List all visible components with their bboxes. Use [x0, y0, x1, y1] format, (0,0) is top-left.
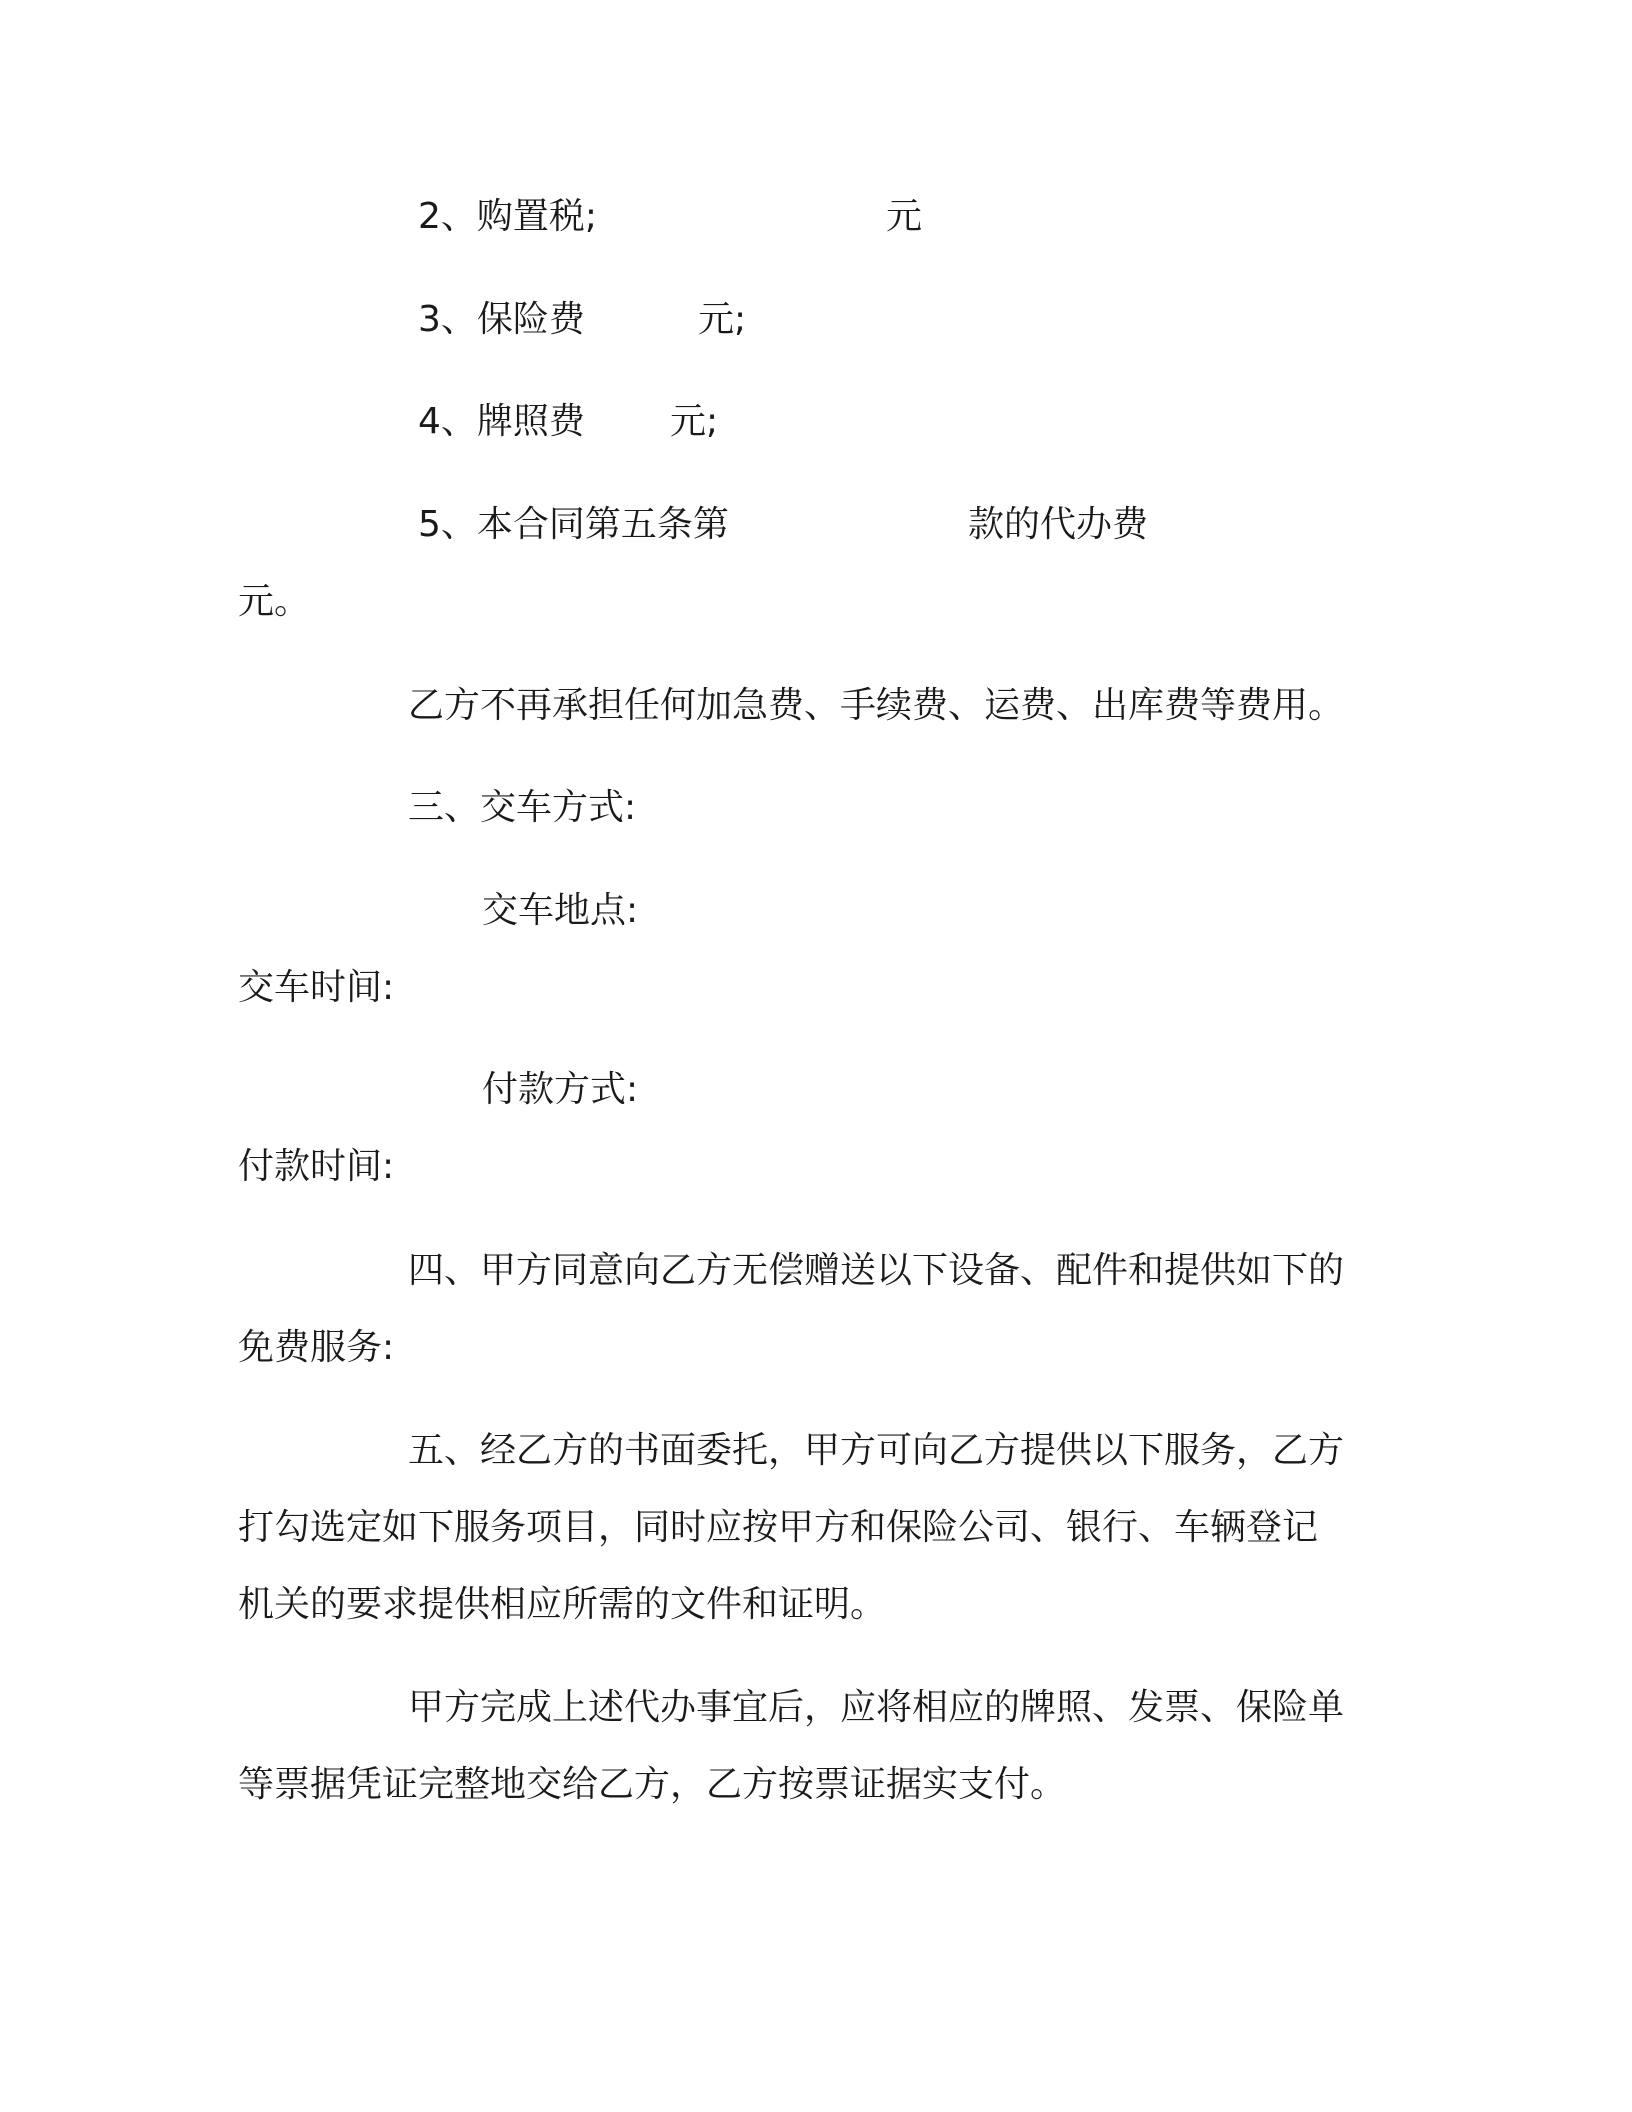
item-5-label: 5、本合同第五条第 [418, 504, 729, 545]
delivery-time: 交车时间: [238, 967, 395, 1008]
item-2-unit: 元 [886, 196, 923, 237]
item-2-label: 2、购置税; [418, 196, 598, 237]
payment-method: 付款方式: [482, 1069, 639, 1110]
section-5-line2: 打勾选定如下服务项目，同时应按甲方和保险公司、银行、车辆登记 [238, 1507, 1319, 1548]
item-4-unit: 元; [670, 401, 719, 442]
section-4-line2: 免费服务: [238, 1327, 395, 1368]
item-3-label: 3、保险费 [418, 299, 585, 340]
section-5-line3: 机关的要求提供相应所需的文件和证明。 [238, 1584, 887, 1625]
no-extra-fees: 乙方不再承担任何加急费、手续费、运费、出库费等费用。 [408, 685, 1345, 726]
closing-line2: 等票据凭证完整地交给乙方，乙方按票证据实支付。 [238, 1764, 1067, 1805]
item-3-unit: 元; [698, 299, 747, 340]
item-5-mid: 款的代办费 [968, 504, 1149, 545]
delivery-place: 交车地点: [482, 890, 639, 931]
section-4-line1: 四、甲方同意向乙方无偿赠送以下设备、配件和提供如下的 [408, 1250, 1345, 1291]
section-3-title: 三、交车方式: [408, 787, 637, 828]
section-5-line1: 五、经乙方的书面委托，甲方可向乙方提供以下服务，乙方 [408, 1430, 1345, 1471]
payment-time: 付款时间: [238, 1146, 395, 1187]
item-4-label: 4、牌照费 [418, 401, 585, 442]
closing-line1: 甲方完成上述代办事宜后，应将相应的牌照、发票、保险单 [408, 1687, 1345, 1728]
item-5-unit: 元。 [238, 581, 311, 622]
